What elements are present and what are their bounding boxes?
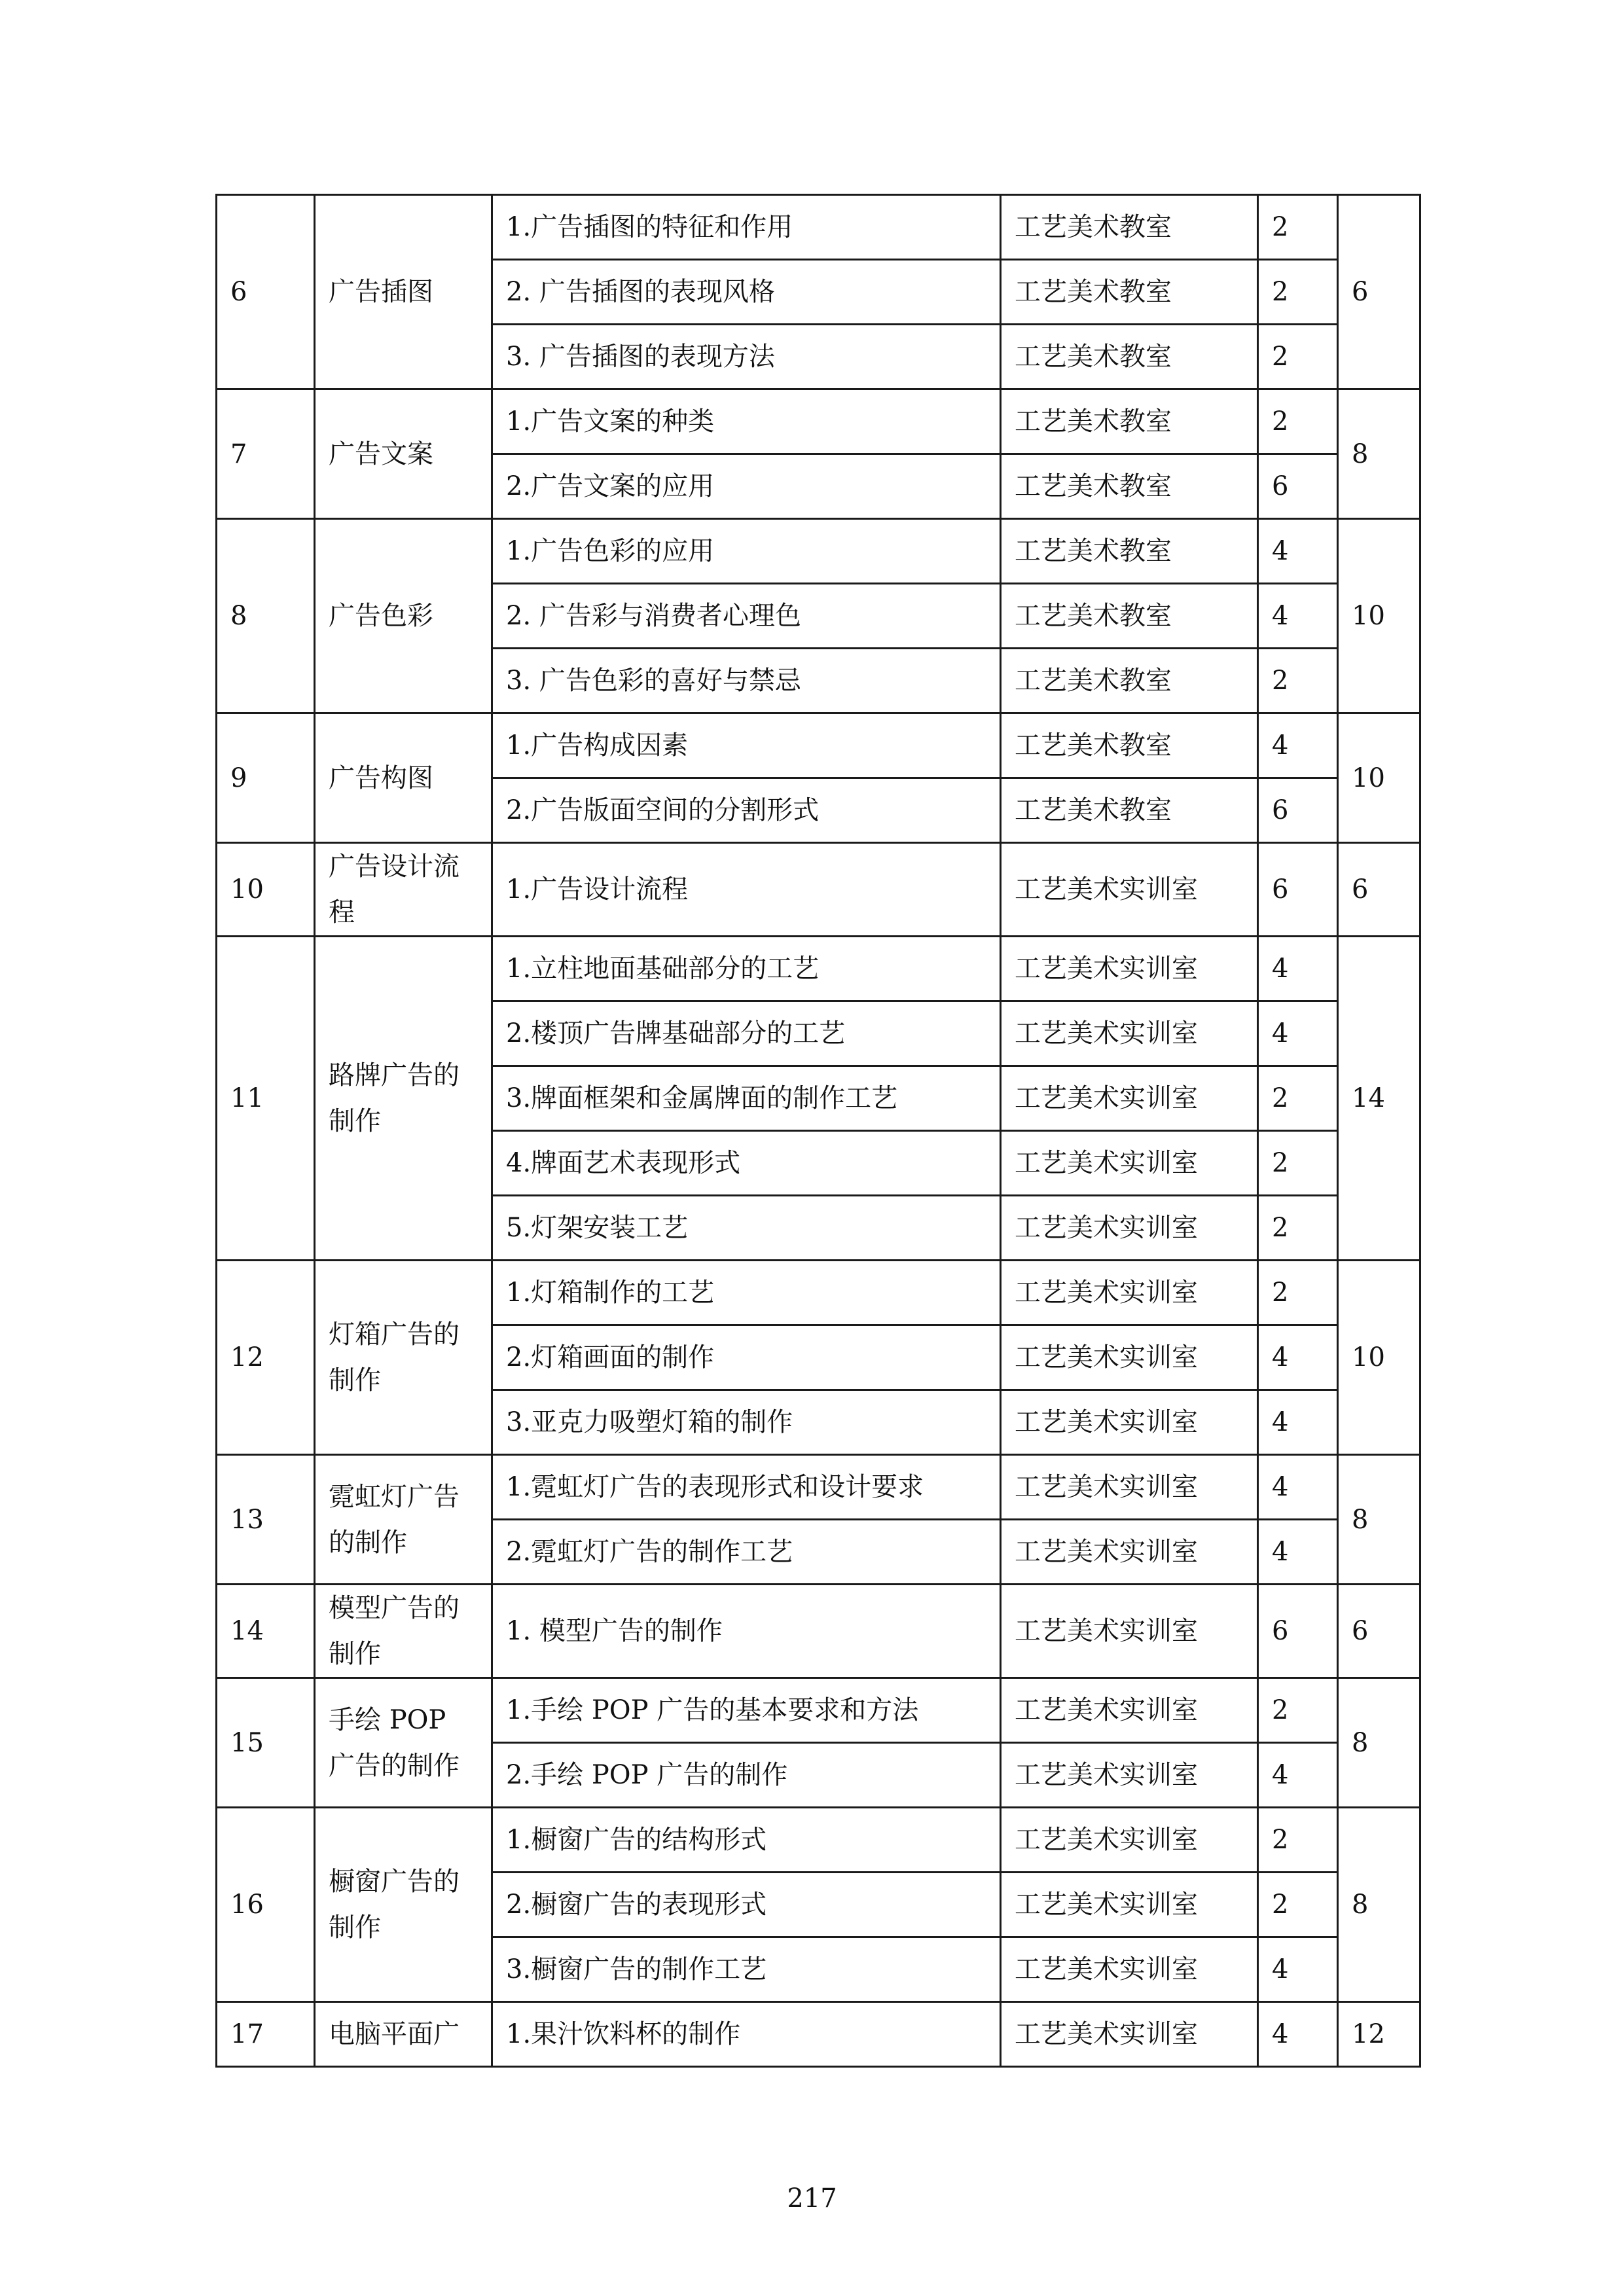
hours-cell: 4 <box>1258 584 1338 649</box>
total-hours-cell: 8 <box>1338 389 1420 519</box>
hours-cell: 2 <box>1258 325 1338 389</box>
hours-cell: 2 <box>1258 389 1338 454</box>
location-cell: 工艺美术实训室 <box>1001 1520 1258 1585</box>
location-cell: 工艺美术实训室 <box>1001 2002 1258 2067</box>
row-number-cell: 14 <box>217 1585 315 1678</box>
content-cell: 4.牌面艺术表现形式 <box>492 1131 1001 1196</box>
hours-cell: 2 <box>1258 1261 1338 1325</box>
content-cell: 2. 广告插图的表现风格 <box>492 260 1001 325</box>
content-cell: 2.霓虹灯广告的制作工艺 <box>492 1520 1001 1585</box>
content-cell: 1.橱窗广告的结构形式 <box>492 1808 1001 1873</box>
topic-cell: 广告色彩 <box>315 519 492 713</box>
location-cell: 工艺美术实训室 <box>1001 1455 1258 1520</box>
content-cell: 3. 广告插图的表现方法 <box>492 325 1001 389</box>
content-cell: 2.橱窗广告的表现形式 <box>492 1873 1001 1937</box>
content-cell: 2.灯箱画面的制作 <box>492 1325 1001 1390</box>
content-cell: 1.霓虹灯广告的表现形式和设计要求 <box>492 1455 1001 1520</box>
content-cell: 1. 模型广告的制作 <box>492 1585 1001 1678</box>
total-hours-cell: 10 <box>1338 713 1420 843</box>
content-cell: 2.手绘 POP 广告的制作 <box>492 1743 1001 1808</box>
content-cell: 2.楼顶广告牌基础部分的工艺 <box>492 1001 1001 1066</box>
total-hours-cell: 6 <box>1338 195 1420 389</box>
row-number-cell: 9 <box>217 713 315 843</box>
location-cell: 工艺美术教室 <box>1001 389 1258 454</box>
location-cell: 工艺美术实训室 <box>1001 1873 1258 1937</box>
content-cell: 1.广告色彩的应用 <box>492 519 1001 584</box>
content-cell: 2. 广告彩与消费者心理色 <box>492 584 1001 649</box>
total-hours-cell: 10 <box>1338 1261 1420 1455</box>
topic-cell: 广告设计流程 <box>315 843 492 937</box>
location-cell: 工艺美术实训室 <box>1001 937 1258 1001</box>
table-row <box>217 1808 1420 1873</box>
total-hours-cell: 12 <box>1338 2002 1420 2067</box>
hours-cell: 6 <box>1258 454 1338 519</box>
row-number-cell: 7 <box>217 389 315 519</box>
topic-cell: 霓虹灯广告的制作 <box>315 1455 492 1585</box>
hours-cell: 4 <box>1258 1390 1338 1455</box>
location-cell: 工艺美术教室 <box>1001 649 1258 713</box>
content-cell: 2.广告文案的应用 <box>492 454 1001 519</box>
row-number-cell: 16 <box>217 1808 315 2002</box>
location-cell: 工艺美术实训室 <box>1001 1743 1258 1808</box>
content-cell: 1.广告构成因素 <box>492 713 1001 778</box>
hours-cell: 2 <box>1258 260 1338 325</box>
table-row <box>217 713 1420 778</box>
hours-cell: 2 <box>1258 1196 1338 1261</box>
content-cell: 2.广告版面空间的分割形式 <box>492 778 1001 843</box>
hours-cell: 6 <box>1258 843 1338 937</box>
topic-cell: 路牌广告的制作 <box>315 937 492 1261</box>
content-cell: 3. 广告色彩的喜好与禁忌 <box>492 649 1001 713</box>
hours-cell: 4 <box>1258 1937 1338 2002</box>
location-cell: 工艺美术教室 <box>1001 454 1258 519</box>
hours-cell: 4 <box>1258 1325 1338 1390</box>
content-cell: 1.立柱地面基础部分的工艺 <box>492 937 1001 1001</box>
topic-cell: 手绘 POP 广告的制作 <box>315 1678 492 1808</box>
location-cell: 工艺美术实训室 <box>1001 1131 1258 1196</box>
content-cell: 1.广告文案的种类 <box>492 389 1001 454</box>
total-hours-cell: 10 <box>1338 519 1420 713</box>
topic-cell: 广告插图 <box>315 195 492 389</box>
location-cell: 工艺美术教室 <box>1001 325 1258 389</box>
content-cell: 5.灯架安装工艺 <box>492 1196 1001 1261</box>
table-row <box>217 519 1420 584</box>
row-number-cell: 13 <box>217 1455 315 1585</box>
content-cell: 3.牌面框架和金属牌面的制作工艺 <box>492 1066 1001 1131</box>
hours-cell: 4 <box>1258 713 1338 778</box>
hours-cell: 4 <box>1258 1520 1338 1585</box>
row-number-cell: 8 <box>217 519 315 713</box>
table-row <box>217 389 1420 454</box>
hours-cell: 2 <box>1258 1678 1338 1743</box>
location-cell: 工艺美术教室 <box>1001 713 1258 778</box>
location-cell: 工艺美术教室 <box>1001 584 1258 649</box>
hours-cell: 4 <box>1258 1455 1338 1520</box>
row-number-cell: 6 <box>217 195 315 389</box>
content-cell: 1.灯箱制作的工艺 <box>492 1261 1001 1325</box>
table-row <box>217 195 1420 260</box>
row-number-cell: 15 <box>217 1678 315 1808</box>
total-hours-cell: 8 <box>1338 1455 1420 1585</box>
row-number-cell: 17 <box>217 2002 315 2067</box>
hours-cell: 4 <box>1258 519 1338 584</box>
topic-cell: 广告构图 <box>315 713 492 843</box>
table-row <box>217 2002 1420 2067</box>
location-cell: 工艺美术实训室 <box>1001 1261 1258 1325</box>
location-cell: 工艺美术实训室 <box>1001 1937 1258 2002</box>
page-number: 217 <box>787 2183 837 2214</box>
row-number-cell: 12 <box>217 1261 315 1455</box>
content-cell: 1.广告插图的特征和作用 <box>492 195 1001 260</box>
row-number-cell: 11 <box>217 937 315 1261</box>
location-cell: 工艺美术教室 <box>1001 195 1258 260</box>
hours-cell: 4 <box>1258 1743 1338 1808</box>
hours-cell: 4 <box>1258 1001 1338 1066</box>
total-hours-cell: 8 <box>1338 1678 1420 1808</box>
hours-cell: 2 <box>1258 649 1338 713</box>
location-cell: 工艺美术实训室 <box>1001 843 1258 937</box>
hours-cell: 2 <box>1258 1873 1338 1937</box>
location-cell: 工艺美术教室 <box>1001 778 1258 843</box>
hours-cell: 2 <box>1258 1066 1338 1131</box>
total-hours-cell: 6 <box>1338 843 1420 937</box>
row-number-cell: 10 <box>217 843 315 937</box>
content-cell: 3.橱窗广告的制作工艺 <box>492 1937 1001 2002</box>
table-row <box>217 1678 1420 1743</box>
location-cell: 工艺美术实训室 <box>1001 1001 1258 1066</box>
location-cell: 工艺美术实训室 <box>1001 1066 1258 1131</box>
topic-cell: 广告文案 <box>315 389 492 519</box>
table-row <box>217 1585 1420 1678</box>
location-cell: 工艺美术教室 <box>1001 260 1258 325</box>
table-row <box>217 843 1420 937</box>
topic-cell: 灯箱广告的制作 <box>315 1261 492 1455</box>
content-cell: 3.亚克力吸塑灯箱的制作 <box>492 1390 1001 1455</box>
table-row <box>217 937 1420 1001</box>
course-schedule-table <box>215 194 1421 2068</box>
topic-cell: 模型广告的制作 <box>315 1585 492 1678</box>
total-hours-cell: 14 <box>1338 937 1420 1261</box>
content-cell: 1.手绘 POP 广告的基本要求和方法 <box>492 1678 1001 1743</box>
table-row <box>217 1455 1420 1520</box>
hours-cell: 4 <box>1258 937 1338 1001</box>
content-cell: 1.广告设计流程 <box>492 843 1001 937</box>
total-hours-cell: 8 <box>1338 1808 1420 2002</box>
hours-cell: 2 <box>1258 1808 1338 1873</box>
table-row <box>217 1261 1420 1325</box>
location-cell: 工艺美术实训室 <box>1001 1390 1258 1455</box>
location-cell: 工艺美术实训室 <box>1001 1808 1258 1873</box>
topic-cell: 电脑平面广 <box>315 2002 492 2067</box>
content-cell: 1.果汁饮料杯的制作 <box>492 2002 1001 2067</box>
hours-cell: 4 <box>1258 2002 1338 2067</box>
location-cell: 工艺美术实训室 <box>1001 1325 1258 1390</box>
topic-cell: 橱窗广告的制作 <box>315 1808 492 2002</box>
total-hours-cell: 6 <box>1338 1585 1420 1678</box>
hours-cell: 6 <box>1258 1585 1338 1678</box>
hours-cell: 2 <box>1258 1131 1338 1196</box>
location-cell: 工艺美术教室 <box>1001 519 1258 584</box>
hours-cell: 6 <box>1258 778 1338 843</box>
location-cell: 工艺美术实训室 <box>1001 1585 1258 1678</box>
hours-cell: 2 <box>1258 195 1338 260</box>
location-cell: 工艺美术实训室 <box>1001 1196 1258 1261</box>
location-cell: 工艺美术实训室 <box>1001 1678 1258 1743</box>
